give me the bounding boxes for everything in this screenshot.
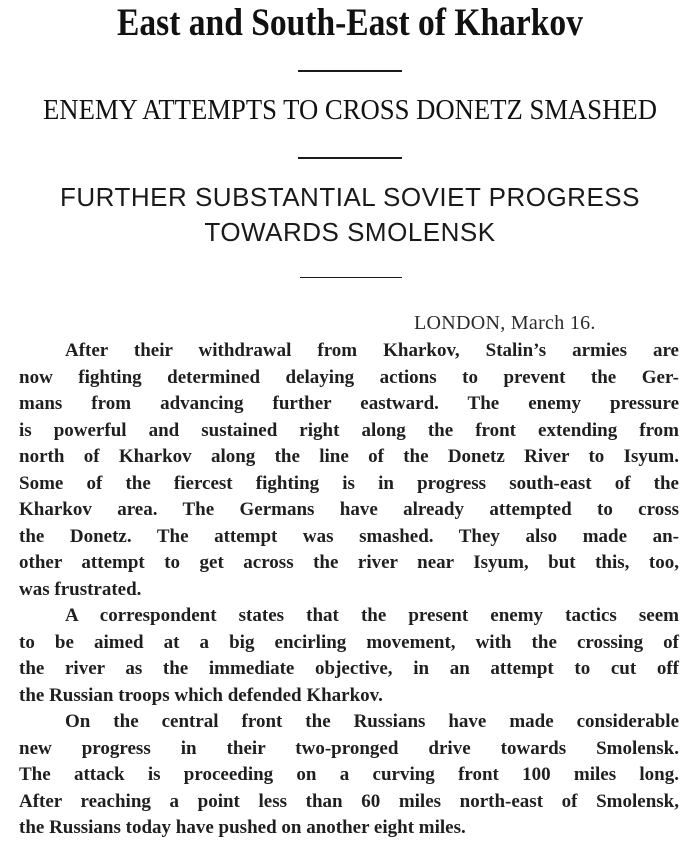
paragraph-line: was frustrated.: [19, 578, 142, 600]
paragraph-1: [19, 338, 679, 603]
tertiary-headline-line-1: FURTHER SUBSTANTIAL SOVIET PROGRESS: [60, 182, 640, 212]
paragraph-line: the Donetz. The attempt was smashed. They also made an-: [19, 525, 679, 547]
paragraph-line: to be aimed at a big encirling movement, with the crossing of: [19, 631, 679, 653]
paragraph-line: new progress in their two-pronged drive towards Smolensk.: [19, 737, 679, 759]
article-body: [19, 338, 679, 842]
paragraph-line: the Russians today have pushed on another eight miles.: [19, 817, 466, 838]
main-headline: East and South-East of Kharkov: [117, 1, 583, 44]
paragraph-line: Kharkov area. The Germans have already attempted to cross: [19, 499, 679, 520]
headline-divider-1: [298, 70, 402, 72]
paragraph-line: the Russian troops which defended Kharkov.: [19, 684, 383, 706]
paragraph-line: After their withdrawal from Kharkov, Stalin’s armies are: [65, 340, 679, 361]
paragraph-line: A correspondent states that the present enemy tactics seem: [65, 605, 679, 626]
paragraph-2: [19, 603, 679, 709]
paragraph-line: now fighting determined delaying actions to prevent the Ger-: [19, 366, 679, 388]
paragraph-line: is powerful and sustained right along the front extending from: [19, 419, 679, 441]
tertiary-headline: [0, 180, 700, 250]
secondary-headline: ENEMY ATTEMPTS TO CROSS DONETZ SMASHED: [43, 94, 657, 126]
paragraph-line: other attempt to get across the river near Isyum, but this, too,: [19, 552, 679, 573]
paragraph-line: The attack is proceeding on a curving front 100 miles long.: [19, 764, 679, 785]
paragraph-3: [19, 709, 679, 842]
headline-divider-2: [298, 157, 402, 159]
paragraph-line: mans from advancing further eastward. The enemy pressure: [19, 393, 679, 414]
paragraph-line: On the central front the Russians have made considerable: [65, 711, 679, 732]
headline-divider-3: [300, 277, 402, 278]
paragraph-line: Some of the fiercest fighting is in progress south-east of the: [19, 472, 679, 494]
tertiary-headline-line-2: TOWARDS SMOLENSK: [204, 217, 496, 247]
paragraph-line: the river as the immediate objective, in an attempt to cut off: [19, 658, 679, 679]
paragraph-line: After reaching a point less than 60 miles north-east of Smolensk,: [19, 790, 679, 812]
paragraph-line: north of Kharkov along the line of the Donetz River to Isyum.: [19, 446, 679, 467]
dateline: LONDON, March 16.: [414, 312, 596, 334]
